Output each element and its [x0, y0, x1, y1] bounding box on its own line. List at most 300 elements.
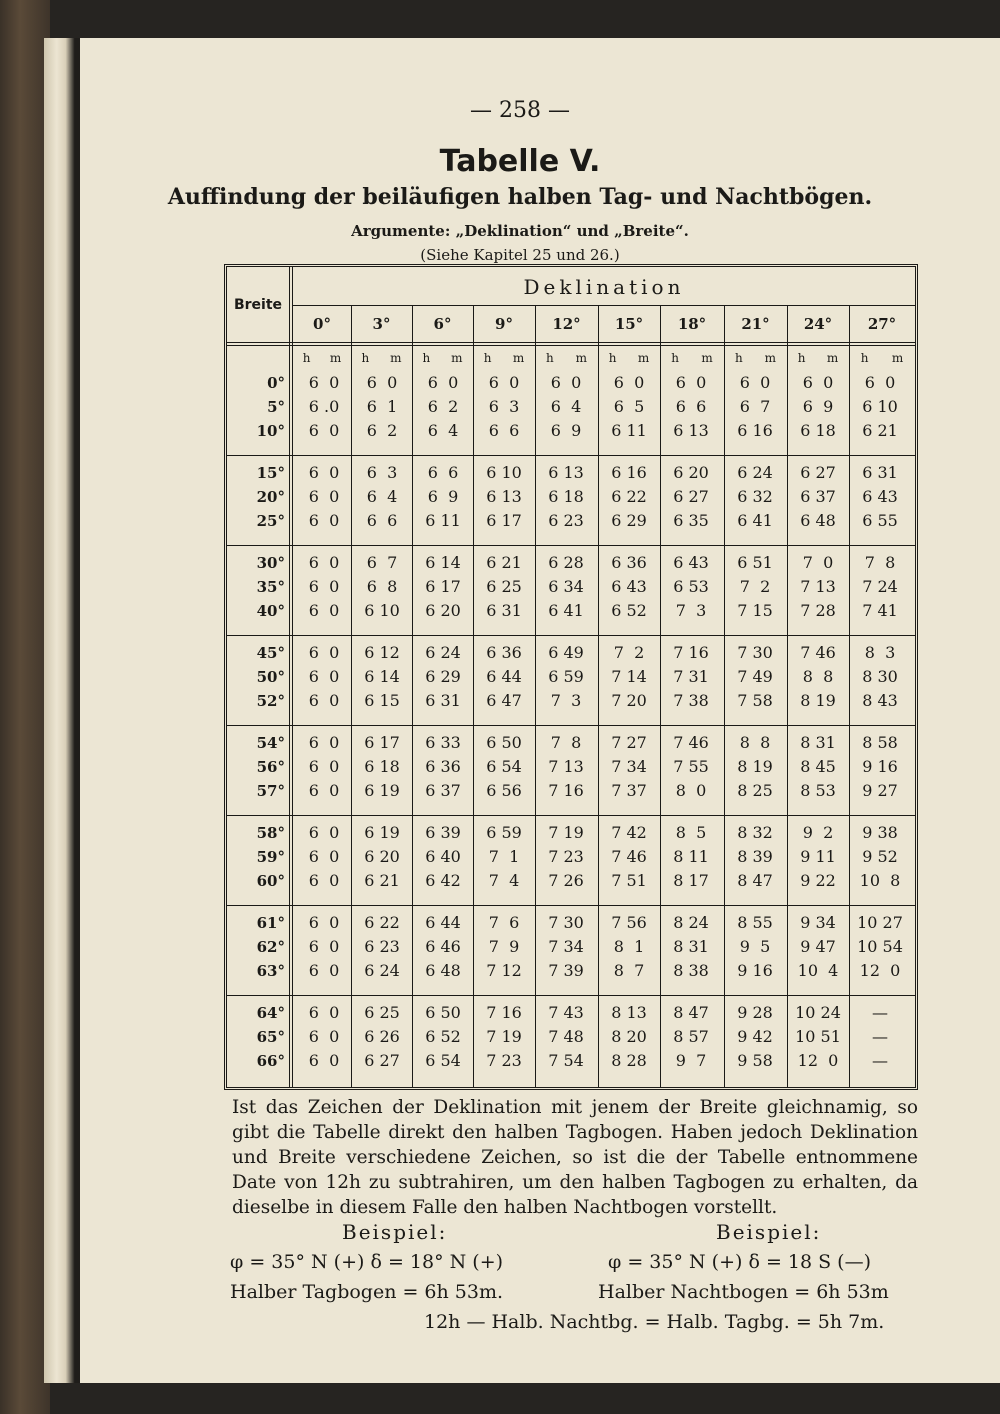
table-cell: 6 35	[673, 511, 709, 530]
header-separator	[227, 342, 915, 346]
table-cell: 6 27	[800, 463, 836, 482]
table-cell: 6 36	[611, 553, 647, 572]
table-cell: 7 2	[739, 577, 771, 596]
column-header: 15°	[614, 315, 644, 333]
example-left-line1: φ = 35° N (+) δ = 18° N (+)	[230, 1251, 504, 1273]
table-cell: 6 22	[364, 913, 400, 932]
table-cell: 6 42	[425, 871, 461, 890]
table-cell: 6 20	[364, 847, 400, 866]
table-cell: 6 17	[486, 511, 522, 530]
table-cell: 6 24	[364, 961, 400, 980]
table-cell: 6 0	[308, 421, 340, 440]
table-cell: 6 23	[548, 511, 584, 530]
column-header: 6°	[433, 315, 452, 333]
table-cell: 6 36	[425, 757, 461, 776]
table-cell: 6 37	[800, 487, 836, 506]
row-label-breite: 20°	[256, 488, 285, 506]
table-cell: 7 23	[548, 847, 584, 866]
unit-hours: h	[545, 351, 554, 365]
table-cell: 6 32	[737, 487, 773, 506]
book-binding	[0, 0, 50, 1414]
table-cell: 8 7	[613, 961, 645, 980]
unit-minutes: m	[826, 351, 839, 365]
table-cell: —	[872, 1003, 888, 1022]
table-cell: 6 46	[425, 937, 461, 956]
example-right-line1: φ = 35° N (+) δ = 18 S (—)	[608, 1251, 872, 1273]
unit-hours: h	[302, 351, 311, 365]
table-arguments: Argumente: „Deklination“ und „Breite“.	[351, 222, 689, 240]
table-cell: 6 18	[548, 487, 584, 506]
table-cell: 7 8	[864, 553, 896, 572]
table-cell: 7 31	[673, 667, 709, 686]
unit-minutes: m	[451, 351, 463, 365]
table-cell: 7 3	[550, 691, 582, 710]
table-cell: 7 6	[488, 913, 520, 932]
page-edge	[44, 38, 80, 1383]
table-cell: 6 54	[486, 757, 522, 776]
table-cell: 9 47	[800, 937, 836, 956]
table-cell: 7 38	[673, 691, 709, 710]
table-title: Tabelle V.	[439, 144, 601, 179]
table-cell: 7 56	[611, 913, 647, 932]
table-cell: 7 16	[486, 1003, 522, 1022]
unit-minutes: m	[764, 351, 777, 365]
table-cell: 12 0	[797, 1051, 839, 1070]
row-label-breite: 57°	[256, 782, 285, 800]
table-cell: 7 20	[611, 691, 647, 710]
table-cell: 9 2	[802, 823, 834, 842]
page-number: — 258 —	[470, 98, 570, 123]
table-cell: 6 0	[613, 373, 645, 392]
unit-minutes: m	[701, 351, 713, 365]
table-cell: 6 20	[425, 601, 461, 620]
table-cell: 6 3	[366, 463, 398, 482]
declination-header: Deklination	[523, 275, 685, 299]
table-cell: 6 31	[862, 463, 898, 482]
table-cell: 7 58	[737, 691, 773, 710]
table-cell: 6 3	[488, 397, 520, 416]
table-cell: 8 43	[862, 691, 898, 710]
row-label-breite: 56°	[256, 758, 285, 776]
table-cell: 6 49	[548, 643, 584, 662]
table-cell: 6 48	[425, 961, 461, 980]
table-cell: 6 43	[611, 577, 647, 596]
table-cell: 8 11	[673, 847, 709, 866]
table-cell: 6 27	[673, 487, 709, 506]
table-cell: 6 34	[548, 577, 584, 596]
unit-hours: h	[860, 351, 869, 365]
table-cell: 6 41	[737, 511, 773, 530]
table-cell: 7 46	[611, 847, 647, 866]
table-cell: 6 51	[737, 553, 773, 572]
table-cell: 6 56	[486, 781, 522, 800]
table-cell: 6 1	[366, 397, 398, 416]
table-cell: 6 0	[739, 373, 771, 392]
row-label-breite: 64°	[256, 1004, 285, 1022]
table-cell: 8 24	[673, 913, 709, 932]
table-cell: 6 44	[486, 667, 522, 686]
table-cell: 9 28	[737, 1003, 773, 1022]
table-cell: 9 38	[862, 823, 898, 842]
unit-hours: h	[797, 351, 806, 365]
table-cell: 6 0	[308, 601, 340, 620]
row-label-breite: 5°	[267, 398, 285, 416]
table-cell: 9 16	[862, 757, 898, 776]
table-cell: 6 0	[308, 847, 340, 866]
table-cell: 6 14	[425, 553, 461, 572]
table-cell: 8 57	[673, 1027, 709, 1046]
table-cell: 8 28	[611, 1051, 647, 1070]
table-cell: 6 54	[425, 1051, 461, 1070]
row-label-breite: 0°	[267, 374, 285, 392]
group-separator	[227, 995, 915, 996]
table-cell: 6 50	[425, 1003, 461, 1022]
table-cell: 6 13	[673, 421, 709, 440]
table-cell: 6 0	[308, 1027, 340, 1046]
unit-labels	[849, 347, 915, 369]
table-cell: 6 44	[425, 913, 461, 932]
table-cell: 6 11	[425, 511, 461, 530]
table-cell: 7 9	[488, 937, 520, 956]
table-cell: 7 24	[862, 577, 898, 596]
table-cell: 6 0	[308, 757, 340, 776]
table-cell: 6 0	[864, 373, 896, 392]
table-cell: 7 37	[611, 781, 647, 800]
unit-labels	[598, 347, 660, 369]
table-cell: 6 10	[862, 397, 898, 416]
row-label-breite: 30°	[256, 554, 285, 572]
unit-minutes: m	[891, 351, 904, 365]
table-cell: 6 29	[425, 667, 461, 686]
table-cell: 9 22	[800, 871, 836, 890]
table-cell: 6 7	[366, 553, 398, 572]
table-cell: 6 25	[486, 577, 522, 596]
example-left-line2: Halber Tagbogen = 6h 53m.	[230, 1281, 504, 1303]
table-cell: 6 4	[366, 487, 398, 506]
unit-labels	[412, 347, 473, 369]
table-cell: 7 19	[548, 823, 584, 842]
table-cell: 6 0	[802, 373, 834, 392]
table-cell: 7 19	[486, 1027, 522, 1046]
column-header: 12°	[552, 315, 581, 333]
table-cell: 6 0	[308, 691, 340, 710]
unit-labels	[787, 347, 849, 369]
table-cell: 7 27	[611, 733, 647, 752]
table-cell: 8 8	[739, 733, 771, 752]
table-subtitle: Auffindung der beiläufigen halben Tag- und Nachtbögen.	[167, 184, 873, 210]
table-cell: 6 24	[737, 463, 773, 482]
table-cell: 7 34	[548, 937, 584, 956]
table-cell: 7 42	[611, 823, 647, 842]
table-cell: 8 31	[800, 733, 836, 752]
table-cell: 6 41	[548, 601, 584, 620]
row-label-breite: 35°	[256, 578, 285, 596]
column-header: 3°	[372, 315, 391, 333]
unit-hours: h	[734, 351, 743, 365]
row-label-breite: 50°	[256, 668, 285, 686]
table-cell: 6 16	[611, 463, 647, 482]
table-cell: 10 51	[795, 1027, 841, 1046]
table-cell: 7 0	[802, 553, 834, 572]
table-cell: 7 15	[737, 601, 773, 620]
table-cell: 12 0	[859, 961, 901, 980]
group-separator	[227, 725, 915, 726]
group-separator	[227, 905, 915, 906]
table-cell: 8 30	[862, 667, 898, 686]
table-cell: 8 45	[800, 757, 836, 776]
table-cell: 6 0	[308, 913, 340, 932]
table-cell: 6 9	[550, 421, 582, 440]
table-cell: 8 13	[611, 1003, 647, 1022]
table-cell: 6 16	[737, 421, 773, 440]
table-cell: 6 0	[308, 733, 340, 752]
unit-hours: h	[483, 351, 492, 365]
unit-labels	[660, 347, 724, 369]
table-cell: 6 6	[427, 463, 459, 482]
table-cell: 6 15	[364, 691, 400, 710]
table-cell: 6 10	[486, 463, 522, 482]
table-cell: 8 32	[737, 823, 773, 842]
table-cell: 6 50	[486, 733, 522, 752]
table-cell: 7 30	[548, 913, 584, 932]
table-cell: 6 7	[739, 397, 771, 416]
table-cell: 9 52	[862, 847, 898, 866]
unit-minutes: m	[390, 351, 402, 365]
table-cell: 7 30	[737, 643, 773, 662]
unit-minutes: m	[637, 351, 650, 365]
table-cell: 7 16	[673, 643, 709, 662]
row-label-breite: 25°	[256, 512, 285, 530]
table-cell: 8 1	[613, 937, 645, 956]
table-cell: 6 21	[486, 553, 522, 572]
table-cell: 6 17	[364, 733, 400, 752]
table-cell: 6 .0	[308, 397, 340, 416]
unit-minutes: m	[329, 351, 342, 365]
breite-header: Breite	[233, 296, 283, 313]
example-right-line3: 12h — Halb. Nachtbg. = Halb. Tagbg. = 5h 7m.	[424, 1311, 885, 1333]
table-cell: 6 28	[548, 553, 584, 572]
table-cell: 6 23	[364, 937, 400, 956]
table-cell: 7 23	[486, 1051, 522, 1070]
table-cell: 6 14	[364, 667, 400, 686]
unit-labels	[724, 347, 787, 369]
table-cell: 6 9	[427, 487, 459, 506]
unit-hours: h	[671, 351, 679, 365]
row-label-breite: 66°	[256, 1052, 285, 1070]
table-cell: 6 0	[308, 511, 340, 530]
table-cell: 6 10	[364, 601, 400, 620]
table-cell: 6 0	[308, 487, 340, 506]
table-cell: 6 4	[550, 397, 582, 416]
table-cell: 9 7	[675, 1051, 707, 1070]
column-header: 24°	[803, 315, 833, 333]
row-label-breite: 63°	[256, 962, 285, 980]
table-cell: 9 58	[737, 1051, 773, 1070]
table-cell: 6 21	[364, 871, 400, 890]
table-cell: 6 43	[862, 487, 898, 506]
group-separator	[227, 455, 915, 456]
table-cell: 6 0	[675, 373, 707, 392]
table-cell: 6 6	[488, 421, 520, 440]
example-right-heading: Beispiel:	[716, 1220, 822, 1244]
table-cell: 8 0	[675, 781, 707, 800]
table-cell: 10 4	[797, 961, 839, 980]
table-cell: 6 52	[611, 601, 647, 620]
table-cell: 6 13	[548, 463, 584, 482]
table-cell: 6 59	[548, 667, 584, 686]
declination-table	[224, 264, 918, 1090]
table-cell: 6 21	[862, 421, 898, 440]
table-cell: 6 52	[425, 1027, 461, 1046]
unit-labels	[535, 347, 598, 369]
column-header: 9°	[495, 315, 513, 333]
table-cell: 7 12	[486, 961, 522, 980]
row-label-breite: 60°	[256, 872, 285, 890]
table-cell: 7 28	[800, 601, 836, 620]
table-cell: 6 0	[308, 667, 340, 686]
table-cell: 6 48	[800, 511, 836, 530]
table-cell: 7 51	[611, 871, 647, 890]
table-cell: 6 0	[308, 643, 340, 662]
row-label-breite: 58°	[256, 824, 285, 842]
table-cell: 8 55	[737, 913, 773, 932]
explanation-paragraph: Ist das Zeichen der Deklination mit jenem der Breite gleichnamig, so gibt die Tabelle direkt den halben Tagbogen. Haben jedoch Deklination und Breite verschiedene Zeichen, so ist die der Tabelle entnommene Date von 12h zu subtrahiren, um den halben Tagbogen zu erhalten, da dieselbe in diesem Falle den halben Nachtbogen vorstellt.	[232, 1097, 918, 1218]
table-cell: 6 0	[308, 1051, 340, 1070]
table-cell: 7 4	[488, 871, 520, 890]
table-cell: 6 25	[364, 1003, 400, 1022]
table-cell: 6 37	[425, 781, 461, 800]
table-cell: 7 1	[488, 847, 520, 866]
table-cell: 9 34	[800, 913, 836, 932]
table-cell: 7 14	[611, 667, 647, 686]
table-cell: 6 19	[364, 823, 400, 842]
table-cell: 6 0	[427, 373, 459, 392]
table-cell: 7 2	[613, 643, 645, 662]
table-cell: 8 31	[673, 937, 709, 956]
table-cell: 6 9	[802, 397, 834, 416]
table-cell: 8 19	[800, 691, 836, 710]
table-cell: 6 0	[550, 373, 582, 392]
column-header: 0°	[313, 315, 331, 333]
table-cell: 10 8	[859, 871, 901, 890]
table-cell: 6 0	[308, 553, 340, 572]
table-cell: 7 13	[800, 577, 836, 596]
table-cell: 6 8	[366, 577, 398, 596]
table-cell: 6 55	[862, 511, 898, 530]
table-cell: 6 6	[675, 397, 707, 416]
table-cell: 6 0	[308, 781, 340, 800]
table-cell: 6 31	[425, 691, 461, 710]
row-label-breite: 62°	[256, 938, 285, 956]
table-cell: 7 48	[548, 1027, 584, 1046]
unit-hours: h	[608, 351, 617, 365]
table-cell: 6 47	[486, 691, 522, 710]
table-cell: 8 47	[673, 1003, 709, 1022]
table-cell: 6 2	[366, 421, 398, 440]
table-cell: 7 26	[548, 871, 584, 890]
column-header: 21°	[741, 315, 770, 333]
unit-labels	[351, 347, 412, 369]
row-label-breite: 40°	[256, 602, 285, 620]
table-cell: 8 25	[737, 781, 773, 800]
table-cell: 6 39	[425, 823, 461, 842]
table-cell: —	[872, 1051, 888, 1070]
table-cell: 6 20	[673, 463, 709, 482]
table-cell: 8 47	[737, 871, 773, 890]
table-cell: 7 54	[548, 1051, 584, 1070]
table-cell: 10 24	[795, 1003, 841, 1022]
row-label-breite: 61°	[256, 914, 285, 932]
unit-labels	[293, 347, 351, 369]
table-cell: 8 53	[800, 781, 836, 800]
row-label-breite: 65°	[256, 1028, 285, 1046]
table-cell: 8 20	[611, 1027, 647, 1046]
group-separator	[227, 635, 915, 636]
row-label-breite: 52°	[256, 692, 285, 710]
unit-hours: h	[361, 351, 370, 365]
example-left-heading: Beispiel:	[342, 1220, 448, 1244]
table-cell: 6 24	[425, 643, 461, 662]
table-cell: 8 17	[673, 871, 709, 890]
table-cell: —	[872, 1027, 888, 1046]
table-cell: 6 0	[308, 373, 340, 392]
table-cell: 10 54	[857, 937, 903, 956]
table-cell: 9 42	[737, 1027, 773, 1046]
table-cell: 7 46	[800, 643, 836, 662]
row-label-breite: 10°	[256, 422, 285, 440]
table-cell: 6 17	[425, 577, 461, 596]
unit-hours: h	[422, 351, 431, 365]
table-cell: 7 49	[737, 667, 773, 686]
table-cell: 6 59	[486, 823, 522, 842]
table-cell: 6 0	[308, 463, 340, 482]
table-cell: 8 19	[737, 757, 773, 776]
table-cell: 7 46	[673, 733, 709, 752]
row-label-breite: 15°	[256, 464, 285, 482]
table-cell: 6 19	[364, 781, 400, 800]
table-cell: 6 4	[427, 421, 459, 440]
table-cell: 6 53	[673, 577, 709, 596]
table-cell: 6 0	[308, 871, 340, 890]
table-cell: 6 0	[308, 1003, 340, 1022]
unit-minutes: m	[512, 351, 525, 365]
table-cell: 6 18	[800, 421, 836, 440]
table-cell: 7 34	[611, 757, 647, 776]
table-cell: 7 8	[550, 733, 582, 752]
table-cell: 6 0	[366, 373, 398, 392]
table-cell: 8 8	[802, 667, 834, 686]
table-cell: 6 0	[308, 937, 340, 956]
table-cell: 8 58	[862, 733, 898, 752]
table-cell: 6 26	[364, 1027, 400, 1046]
table-cell: 6 40	[425, 847, 461, 866]
row-label-breite: 59°	[256, 848, 285, 866]
chapter-reference: (Siehe Kapitel 25 und 26.)	[420, 246, 620, 264]
table-cell: 7 55	[673, 757, 709, 776]
table-cell: 7 3	[675, 601, 707, 620]
column-header: 27°	[867, 315, 897, 333]
table-cell: 6 27	[364, 1051, 400, 1070]
table-cell: 6 31	[486, 601, 522, 620]
table-cell: 7 41	[862, 601, 898, 620]
table-cell: 6 5	[613, 397, 645, 416]
table-cell: 6 0	[308, 577, 340, 596]
table-cell: 6 43	[673, 553, 709, 572]
table-cell: 6 12	[364, 643, 400, 662]
book-page	[80, 38, 1000, 1383]
table-cell: 7 39	[548, 961, 584, 980]
table-cell: 6 18	[364, 757, 400, 776]
